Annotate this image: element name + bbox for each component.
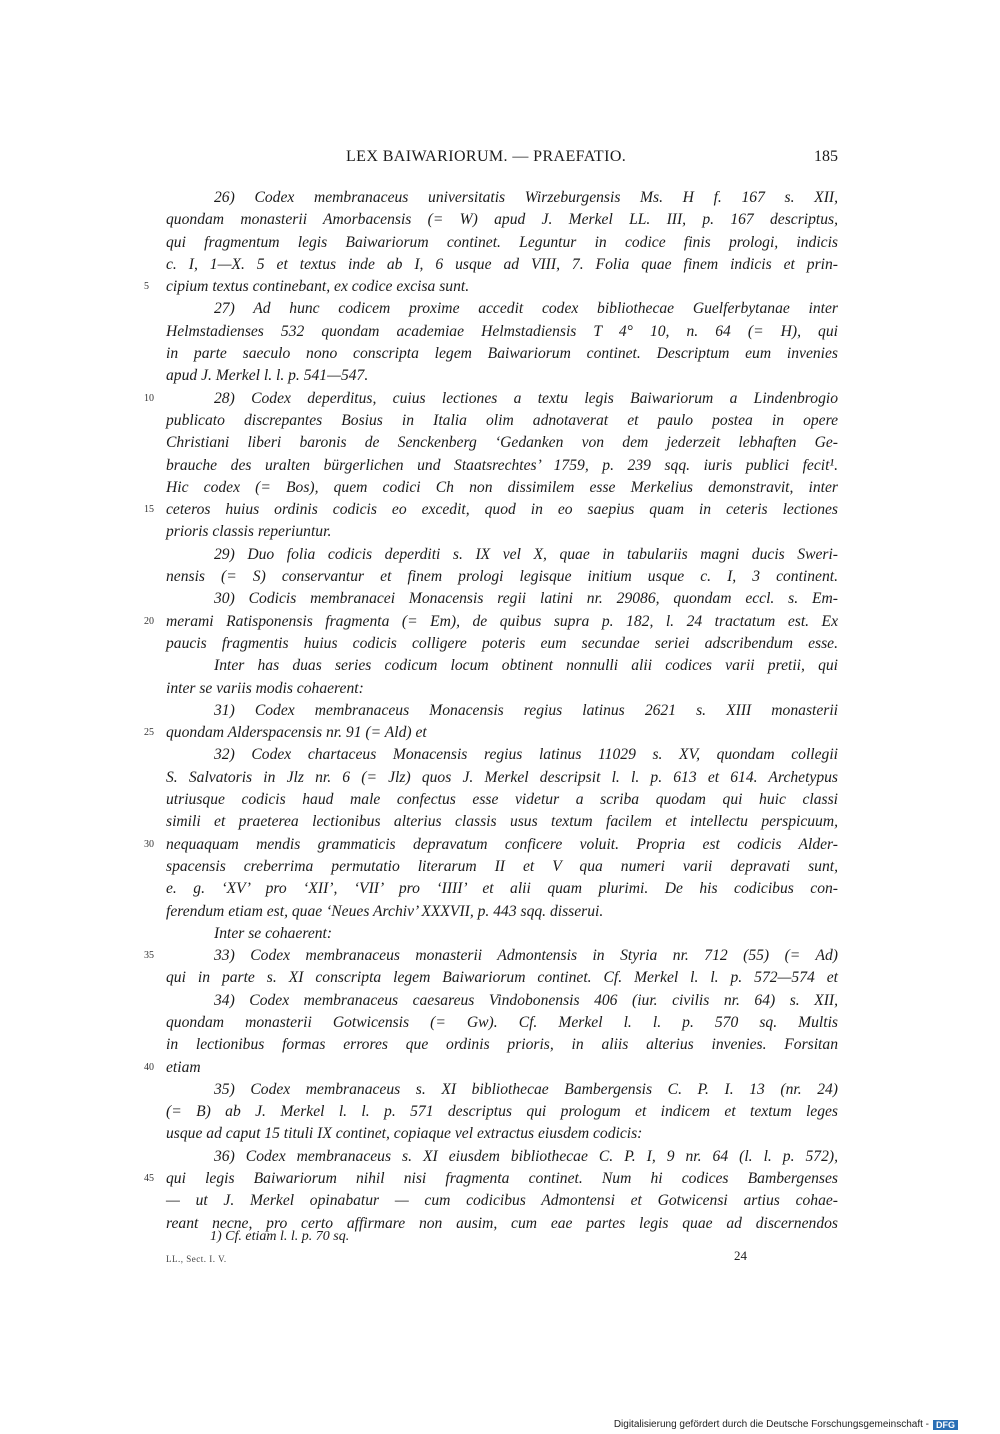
- line-number: 25: [144, 727, 154, 739]
- line-text: 30) Codicis membranacei Monacensis regii latini nr. 29086, quondam eccl. s. Em-: [214, 590, 838, 608]
- text-line: [166, 410, 838, 432]
- text-line: [166, 321, 838, 343]
- line-text: 33) Codex membranaceus monasterii Admontensis in Styria nr. 712 (55) (= Ad): [214, 947, 838, 965]
- text-line: [144, 499, 838, 521]
- text-line: [144, 1057, 838, 1079]
- text-line: [166, 432, 838, 454]
- text-line: [166, 678, 838, 700]
- text-line: [166, 521, 838, 543]
- page-number: 185: [814, 148, 838, 165]
- text-line: [166, 477, 838, 499]
- line-text: simili et praeterea lectionibus alterius classis usus textum facilem et intellectu perspicuum,: [166, 813, 838, 831]
- text-line: [166, 767, 838, 789]
- text-line: [144, 834, 838, 856]
- text-line: [166, 990, 838, 1012]
- text-line: [166, 232, 838, 254]
- line-text: Inter has duas series codicum locum obtinent nonnulli alii codices varii pretii, qui: [214, 657, 838, 675]
- line-text: c. I, 1—X. 5 et textus inde ab I, 6 usque ad VIII, 7. Folia quae finem indicis et prin-: [166, 255, 838, 273]
- line-text: qui fragmentum legis Baiwariorum continet. Leguntur in codice finis prologi, indicis: [166, 233, 838, 251]
- text-line: [166, 254, 838, 276]
- signature-number: 24: [734, 1248, 747, 1263]
- line-text: 26) Codex membranaceus universitatis Wirzeburgensis Ms. H f. 167 s. XII,: [214, 189, 838, 206]
- line-text: ceteros huius ordinis codicis eo excedit, quod in eo saepius quam in ceteris lectiones: [166, 501, 838, 519]
- text-line: [166, 923, 838, 945]
- line-text: in parte saeculo nono conscripta legem Baiwariorum continet. Descriptum eum invenies: [166, 345, 838, 363]
- line-text: ferendum etiam est, quae ‘Neues Archiv’ XXXVII, p. 443 sqq. disserui.: [166, 902, 604, 920]
- line-text: paucis fragmentis huius codicis colligere poteris eum secundae seriei adscribendum esse.: [166, 634, 838, 652]
- text-line: [166, 967, 838, 989]
- line-text: utriusque codicis haud male confectus esse videtur a scriba quodam qui huic classi: [166, 791, 838, 809]
- text-line: [144, 388, 838, 410]
- line-text: 31) Codex membranaceus Monacensis regius latinus 2621 s. XIII monasterii: [214, 701, 838, 719]
- text-line: [144, 945, 838, 967]
- line-text: quondam monasterii Gotwicensis (= Gw). Cf. Merkel l. l. p. 570 sq. Multis: [166, 1013, 838, 1031]
- line-number: 45: [144, 1173, 154, 1185]
- text-line: [166, 655, 838, 677]
- line-text: 35) Codex membranaceus s. XI bibliothecae Bambergensis C. P. I. 13 (nr. 24): [214, 1080, 838, 1098]
- line-text: 29) Duo folia codicis deperditi s. IX vel X, quae in tabulariis magni ducis Sweri-: [214, 545, 838, 563]
- line-number: 10: [144, 392, 154, 404]
- text-line: [166, 856, 838, 878]
- line-text: apud J. Merkel l. l. p. 541—547.: [166, 367, 369, 385]
- line-text: (= B) ab J. Merkel l. l. p. 571 descriptus qui prologum et indicem et textum leges: [166, 1103, 838, 1121]
- text-line: [144, 1168, 838, 1190]
- line-text: merami Ratisponensis fragmenta (= Em), de quibus supra p. 182, l. 24 tractatum est. Ex: [166, 612, 838, 630]
- line-text: quondam monasterii Amorbacensis (= W) apud J. Merkel LL. III, p. 167 descriptus,: [166, 211, 838, 229]
- text-line: [166, 878, 838, 900]
- line-text: etiam: [166, 1058, 201, 1076]
- text-line: [166, 1123, 838, 1145]
- line-text: — ut J. Merkel opinabatur — cum codicibus Admontensi et Gotwicensi artius cohae-: [166, 1192, 838, 1210]
- line-text: Helmstadienses 532 quondam academiae Helmstadiensis T 4° 10, n. 64 (= H), qui: [166, 322, 838, 340]
- footnote: 1) Cf. etiam l. l. p. 70 sq.: [210, 1229, 350, 1244]
- line-text: 36) Codex membranaceus s. XI eiusdem bibliothecae C. P. I, 9 nr. 64 (l. l. p. 572),: [214, 1147, 838, 1165]
- line-number: 40: [144, 1061, 154, 1073]
- line-text: 34) Codex membranaceus caesareus Vindobonensis 406 (iur. civilis nr. 64) s. XII,: [214, 991, 838, 1009]
- credit-text: Digitalisierung gefördert durch die Deutsche Forschungsgemeinschaft -: [613, 1419, 929, 1430]
- line-number: 15: [144, 504, 154, 516]
- text-line: [166, 566, 838, 588]
- line-text: e. g. ‘XV’ pro ‘XII’, ‘VII’ pro ‘IIII’ et alii quam plurimi. De his codicibus con-: [166, 880, 838, 898]
- line-number: 5: [144, 281, 149, 293]
- digitization-credit: [614, 1419, 958, 1430]
- text-line: [166, 633, 838, 655]
- text-line: [166, 365, 838, 387]
- text-line: [166, 1101, 838, 1123]
- text-line: [166, 544, 838, 566]
- line-text: brauche des uralten bürgerlichen und Staatsrechtes’ 1759, p. 239 sqq. iuris publici fecit¹.: [166, 456, 838, 474]
- text-line: [166, 298, 838, 320]
- text-line: [166, 455, 838, 477]
- line-text: nensis (= S) conservantur et finem prologi legisque initium usque c. I, 3 continent.: [166, 568, 838, 586]
- text-line: [166, 187, 838, 209]
- line-text: usque ad caput 15 tituli IX continet, copiaque vel extractus eiusdem codicis:: [166, 1125, 643, 1143]
- line-text: quondam Alderspacensis nr. 91 (= Ald) et: [166, 724, 427, 742]
- text-line: [166, 1079, 838, 1101]
- text-line: [166, 588, 838, 610]
- line-text: 27) Ad hunc codicem proxime accedit codex bibliothecae Guelferbytanae inter: [214, 300, 838, 318]
- text-line: [144, 276, 838, 298]
- text-line: [166, 209, 838, 231]
- line-text: cipium textus continebant, ex codice excisa sunt.: [166, 278, 470, 296]
- line-text: S. Salvatoris in Jlz nr. 6 (= Jlz) quos J. Merkel descripsit l. l. p. 613 et 614. Archetypus: [166, 768, 838, 786]
- text-line: [166, 1190, 838, 1212]
- text-line: [144, 722, 838, 744]
- signature-mark: LL., Sect. I. V.: [166, 1254, 227, 1264]
- line-text: nequaquam mendis grammaticis depravatum conficere voluit. Propria est codicis Alder-: [166, 835, 838, 853]
- line-text: Christiani liberi baronis de Senckenberg ‘Gedanken von dem jederzeit lebhaften Ge-: [166, 434, 838, 452]
- text-line: [166, 343, 838, 365]
- line-text: 28) Codex deperditus, cuius lectiones a textu legis Baiwariorum a Lindenbrogio: [214, 389, 838, 407]
- text-line: [166, 700, 838, 722]
- line-text: Inter se cohaerent:: [214, 924, 333, 942]
- line-number: 20: [144, 615, 154, 627]
- line-text: 32) Codex chartaceus Monacensis regius latinus 11029 s. XV, quondam collegii: [214, 746, 838, 764]
- line-text: prioris classis reperiuntur.: [166, 523, 332, 541]
- page-header: [0, 148, 1000, 168]
- line-text: spacensis creberrima permutatio literarum II et V qua numeri varii depravati sunt,: [166, 857, 838, 875]
- line-text: qui in parte s. XI conscripta legem Baiwariorum continet. Cf. Merkel l. l. p. 572—574 et: [166, 969, 838, 987]
- line-text: publicato discrepantes Bosius in Italia olim adnotaverat et paulo postea in opere: [166, 411, 838, 429]
- line-text: inter se variis modis cohaerent:: [166, 679, 364, 697]
- line-text: reant necne, pro certo affirmare non ausim, cum eae partes legis quae ad discernendos: [166, 1214, 838, 1232]
- dfg-logo: DFG: [933, 1420, 958, 1430]
- line-number: 30: [144, 838, 154, 850]
- text-line: [166, 1034, 838, 1056]
- body-text: [144, 187, 838, 1235]
- line-number: 35: [144, 950, 154, 962]
- text-line: [166, 1012, 838, 1034]
- text-line: [166, 744, 838, 766]
- line-text: in lectionibus formas errores que ordinis prioris, in aliis alterius invenies. Forsitan: [166, 1036, 838, 1054]
- line-text: qui legis Baiwariorum nihil nisi fragmenta continet. Num hi codices Bambergenses: [166, 1170, 838, 1188]
- text-line: [144, 611, 838, 633]
- text-line: [166, 789, 838, 811]
- text-line: [166, 1146, 838, 1168]
- line-text: Hic codex (= Bos), quem codici Ch non dissimilem esse Merkelius demonstravit, inter: [166, 478, 838, 496]
- text-line: [166, 901, 838, 923]
- text-line: [166, 811, 838, 833]
- running-title: LEX BAIWARIORUM. — PRAEFATIO.: [346, 148, 627, 165]
